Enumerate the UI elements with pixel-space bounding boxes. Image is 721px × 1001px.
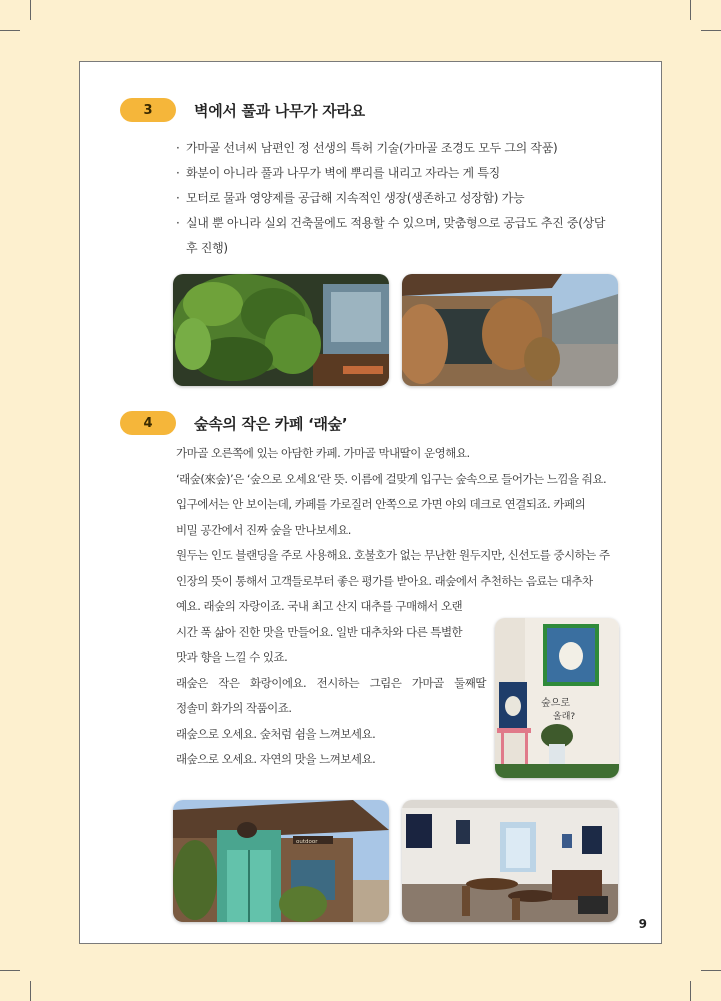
paragraph-line: 인장의 뜻이 통해서 고객들로부터 좋은 평가를 받아요. 래숲에서 추천하는 음료는 대추차: [176, 573, 593, 588]
bullet-text: 실내 뿐 아니라 실외 건축물에도 적용할 수 있으며, 맞춤형으로 공급도 추진 중(상담: [186, 216, 606, 230]
paragraph-line: 래숲으로 오세요. 숲처럼 쉼을 느껴보세요.: [176, 726, 376, 741]
bullet-mark: ·: [176, 141, 180, 155]
outdoor-sign: outdoor: [296, 839, 318, 845]
section-3-header: [120, 98, 365, 122]
bullet-item: [176, 136, 626, 161]
crop-mark: [701, 30, 721, 31]
bullet-text: 화분이 아니라 풀과 나무가 벽에 뿌리를 내리고 자라는 게 특징: [186, 166, 500, 180]
cafe-entrance-photo: [173, 800, 389, 922]
green-wall-interior-photo: [173, 274, 389, 386]
bullet-mark: ·: [176, 216, 180, 230]
paragraph-line: 가마골 오른쪽에 있는 아담한 카페. 가마골 막내딸이 운영해요.: [176, 446, 470, 460]
paragraph-line: 래숲으로 오세요. 자연의 맛을 느껴보세요.: [176, 752, 376, 766]
paragraph-line: 맛과 향을 느낄 수 있죠.: [176, 650, 288, 664]
bullet-list: [176, 136, 626, 261]
cafe-interior-photo: [402, 800, 618, 922]
crop-mark: [690, 0, 691, 20]
bullet-text: 후 진행): [186, 241, 228, 255]
crop-mark: [0, 30, 20, 31]
crop-mark: [690, 981, 691, 1001]
page: [79, 61, 662, 944]
crop-mark: [701, 970, 721, 971]
gallery-corner-photo: [495, 618, 619, 778]
paragraph-line: 입구에서는 안 보이는데, 카페를 가로질러 안쪽으로 가면 야외 데크로 연결되죠. 카페의: [176, 497, 586, 511]
crop-mark: [0, 970, 20, 971]
bullet-mark: ·: [176, 191, 180, 205]
paragraph-line: 시간 푹 삶아 진한 맛을 만들어요. 일반 대추차와 다른 특별한: [176, 624, 463, 639]
exterior-green-wall-photo: [402, 274, 618, 386]
crop-mark: [30, 0, 31, 20]
section-number-badge: 3: [120, 98, 176, 122]
bullet-text: 모터로 물과 영양제를 공급해 지속적인 생장(생존하고 성장함) 가능: [186, 191, 525, 205]
section-4-header: [120, 411, 347, 435]
section-number-badge: 4: [120, 411, 176, 435]
bullet-text: 가마골 선녀씨 남편인 정 선생의 특허 기술(가마골 조경도 모두 그의 작품): [186, 141, 558, 155]
gallery-sign-line-2: 올래?: [553, 712, 576, 722]
section-title: 벽에서 풀과 나무가 자라요: [194, 101, 365, 120]
page-number: 9: [638, 917, 647, 931]
bullet-mark: ·: [176, 166, 180, 180]
paragraph-line: 래숲은 작은 화랑이에요. 전시하는 그림은 가마골 둘째딸: [176, 675, 486, 690]
bullet-item: [176, 211, 626, 261]
paragraph-line: 정솔미 화가의 작품이죠.: [176, 701, 292, 715]
cafe-description-continued: [176, 594, 486, 773]
section-title: 숲속의 작은 카페 ‘래숲’: [194, 414, 348, 433]
bullet-item: [176, 161, 626, 186]
bullet-item: [176, 186, 626, 211]
paragraph-line: ‘래숲(來숲)’은 ‘숲으로 오세요’란 뜻. 이름에 걸맞게 입구는 숲속으로 들어가는 느낌을 줘요.: [176, 471, 607, 486]
paragraph-line: 예요. 래숲의 자랑이죠. 국내 최고 산지 대추를 구매해서 오랜: [176, 599, 463, 613]
paragraph-line: 비밀 공간에서 진짜 숲을 만나보세요.: [176, 522, 351, 537]
gallery-sign-line-1: 숲으로: [541, 698, 570, 709]
cafe-description: [176, 441, 618, 594]
crop-mark: [30, 981, 31, 1001]
paragraph-line: 원두는 인도 블랜딩을 주로 사용해요. 호불호가 없는 무난한 원두지만, 신선도를 중시하는 주: [176, 548, 610, 562]
